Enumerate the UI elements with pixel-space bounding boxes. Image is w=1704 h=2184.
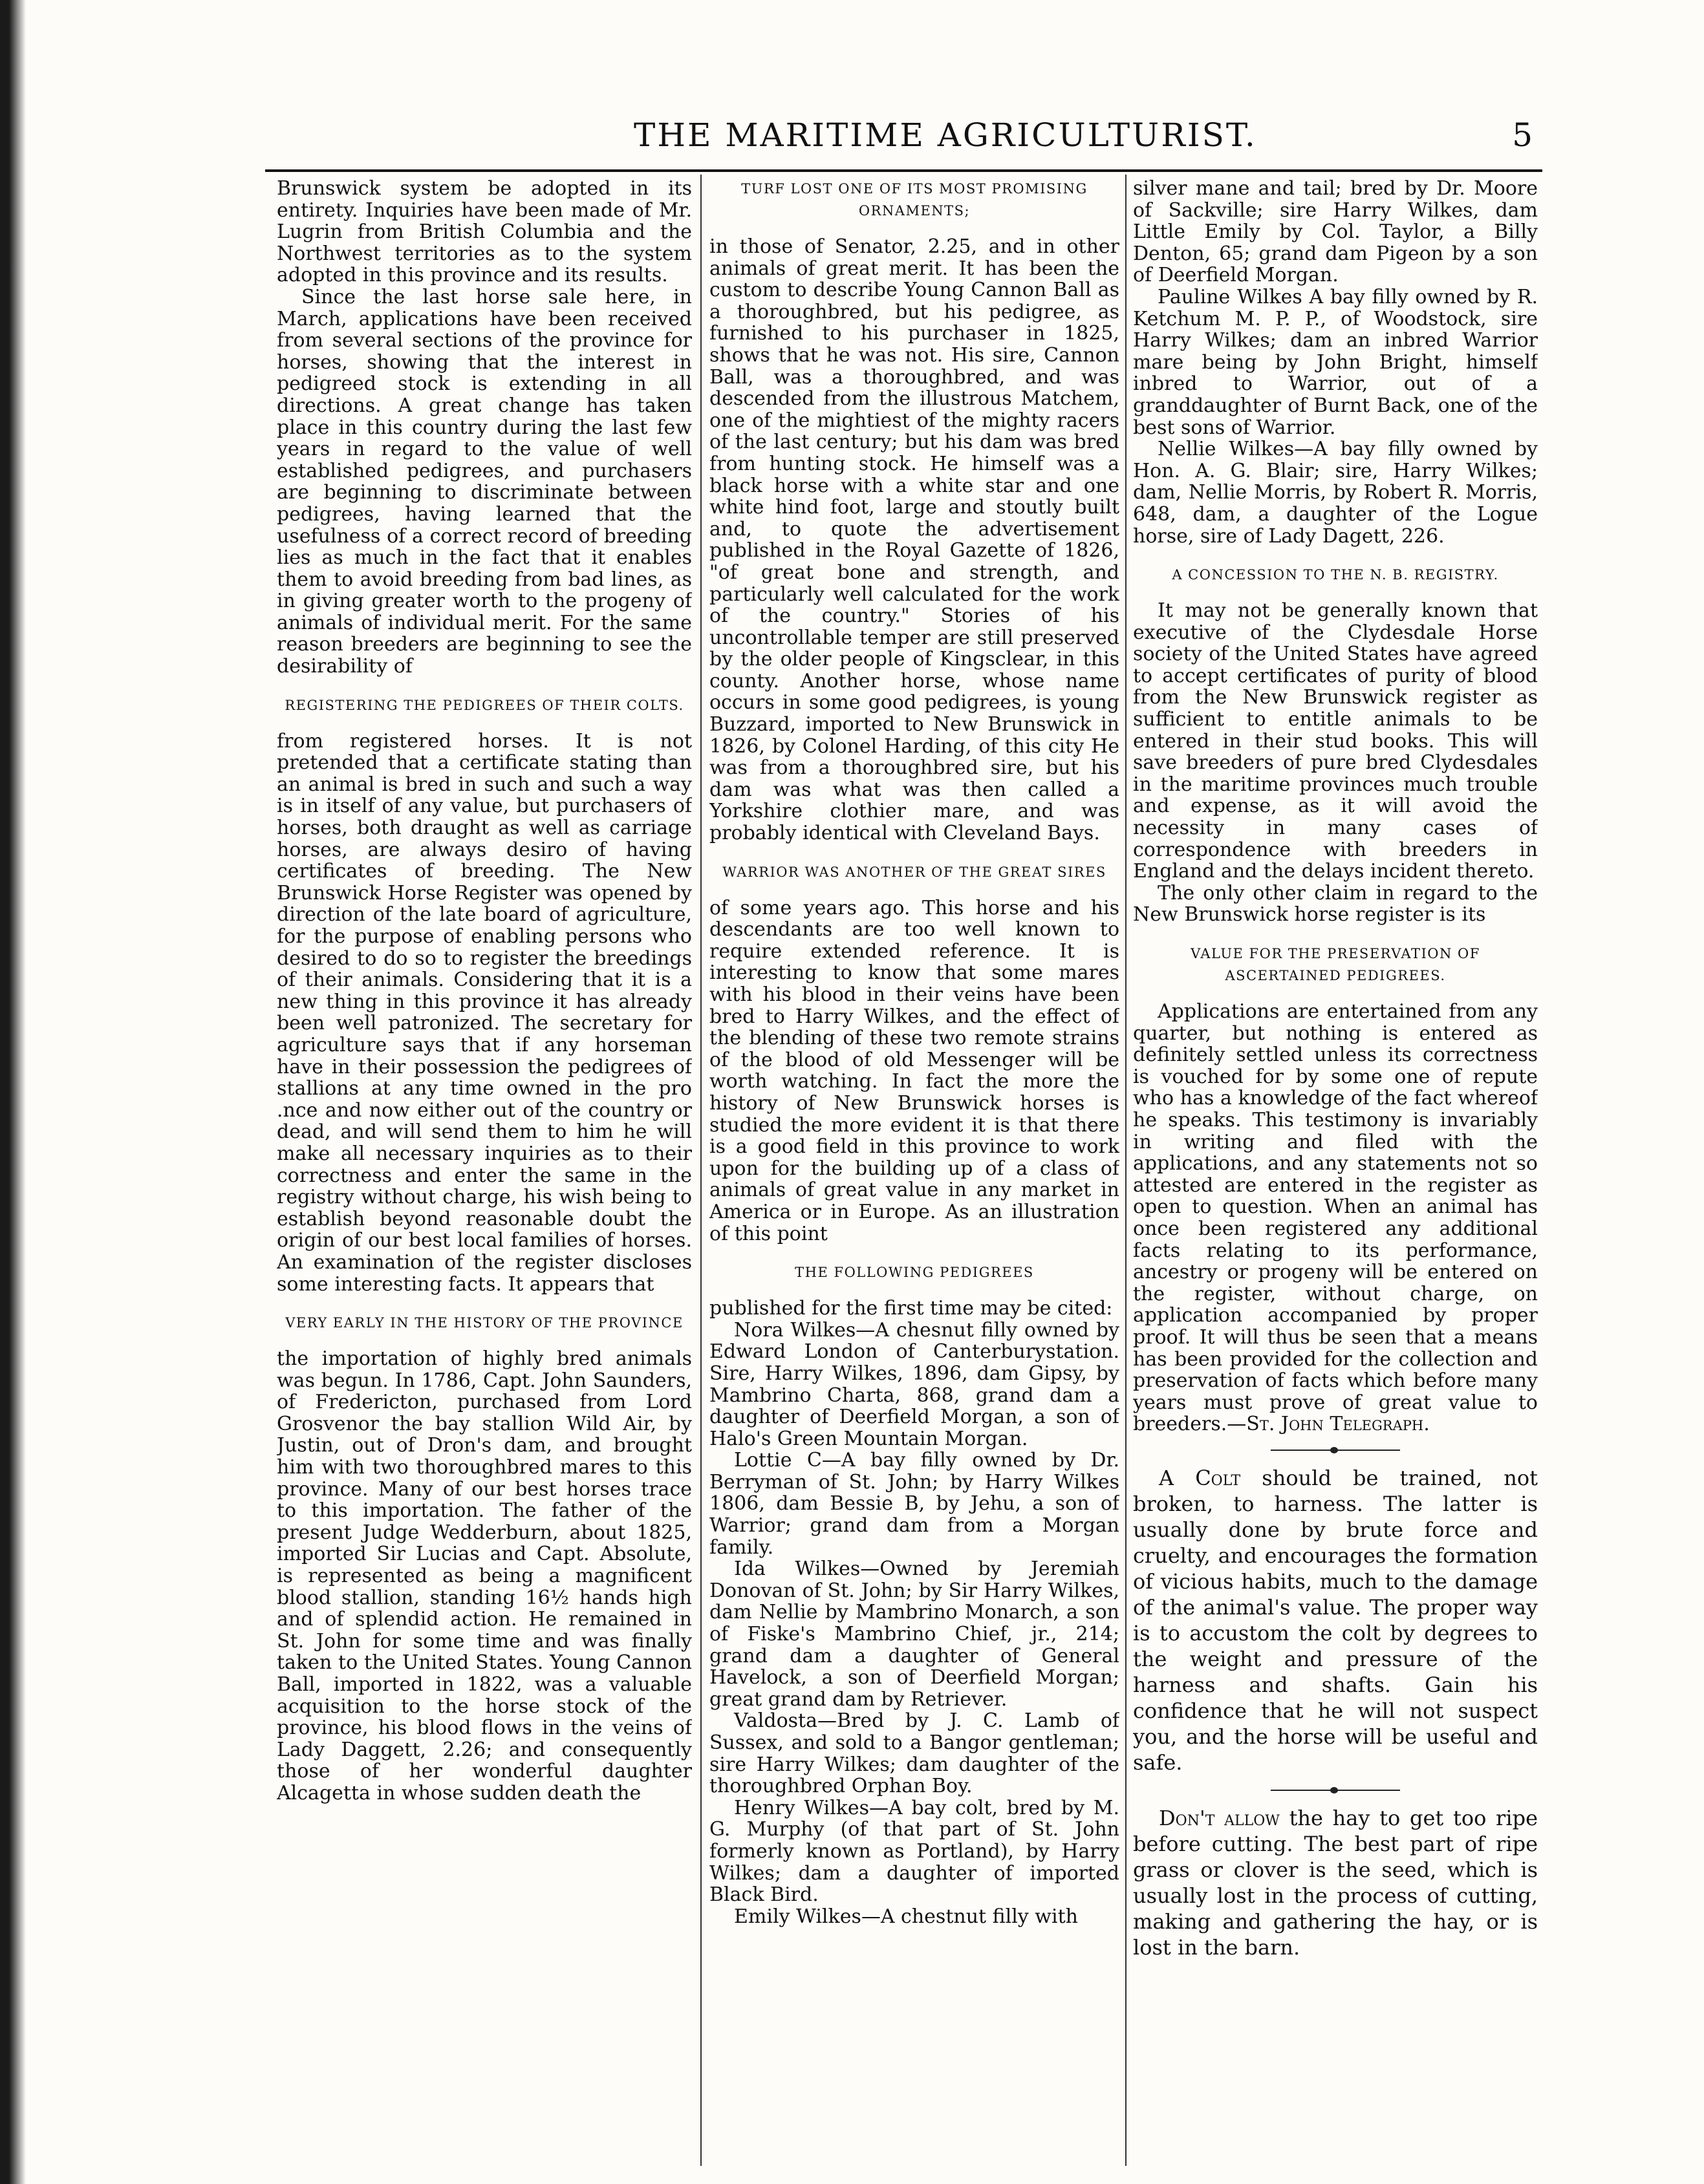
paragraph: Brunswick system be adopted in its entirety. Inquiries have been made of Mr. Lugrin from British Columbia and the Northwest territories as to the system adopted in this province and its results.	[277, 178, 692, 287]
paragraph-text: should be trained, not broken, to harness. The latter is usually done by brute force and cruelty, and encourages the formation of vicious habits, much to the damage of the animal's value. The proper way is to accustom the colt by degrees to the weight and pressure of the harness and shafts. Gain his confidence that he will not suspect you, and the horse will be useful and safe.	[1133, 1465, 1538, 1775]
section-subhead: A CONCESSION TO THE N. B. REGISTRY.	[1172, 567, 1499, 583]
column-1	[277, 178, 692, 2156]
pedigree-entry: Henry Wilkes—A bay colt, bred by M. G. Murphy (of that part of St. John formerly known as Portland), by Harry Wilkes; dam a daughter of imported Black Bird.	[709, 1796, 1119, 1907]
pedigree-entry: Ida Wilkes—Owned by Jeremiah Donovan of St. John; by Sir Harry Wilkes, dam Nellie by Mambrino Monarch, a son of Fiske's Mambrino Chief, jr., 214; grand dam a daughter of General Havelock, a son of Deerfield Morgan; great grand dam by Retriever.	[709, 1558, 1119, 1711]
pedigree-entry: Emily Wilkes—A chestnut filly with	[734, 1905, 1078, 1928]
lead-in: Don't allow	[1159, 1805, 1280, 1830]
pedigree-entry: Pauline Wilkes A bay filly owned by R. Ketchum M. P. P., of Woodstock, sire Harry Wilkes; dam an inbred Warrior mare being by John Bright, himself inbred to Warrior, out of a granddaughter of Burnt Back, one of the best sons of Warrior.	[1133, 285, 1538, 439]
pedigree-entry: Nellie Wilkes—A bay filly owned by Hon. A. G. Blair; sire, Harry Wilkes; dam, Nellie Morris, by Robert R. Morris, 648, dam, a daughter of the Logue horse, sire of Lady Dagett, 226.	[1133, 438, 1538, 548]
paragraph: the importation of highly bred animals was begun. In 1786, Capt. John Saunders, of Fredericton, purchased from Lord Grosvenor the bay stallion Wild Air, by Justin, out of Dron's dam, and brought him with two thoroughbred mares to this province. Many of our best horses trace to this importation. The father of the present Judge Wedderburn, about 1825, imported Sir Lucias and Capt. Absolute, is represented as being a magnificent blood stallion, standing 16½ hands high and of splendid action. He remained in St. John for some time and was finally taken to the United States. Young Cannon Ball, imported in 1822, was a valuable acquisition to the horse stock of the province, his blood flows in the veins of Lady Daggett, 2.26; and consequently those of her wonderful daughter Alcagetta in whose sudden death the	[277, 1347, 692, 1804]
pedigree-entry: Lottie C—A bay filly owned by Dr. Berryman of St. John; by Harry Wilkes 1806, dam Bessie B, by Jehu, a son of Warrior; grand dam from a Morgan family.	[709, 1449, 1119, 1559]
paragraph: from registered horses. It is not pretended that a certificate stating than an animal is bred in such and such a way is in itself of any value, but purchasers of horses, both draught as well as carriage horses, are always desiro of having certificates of breeding. The New Brunswick Horse Register was opened by direction of the late board of agriculture, for the purpose of enabling persons who desired to do so to register the breedings of their animals. Considering that it is a new thing in this province it has already been well patronized. The secretary for agriculture says that if any horseman have in their possession the pedigrees of stallions at any time owned in the pro .nce and now either out of the country or dead, and will send them to him he will make all necessary inquiries as to their correctness and enter the same in the registry without charge, his wish being to establish beyond reasonable doubt the origin of our best local families of horses. An examination of the register discloses some interesting facts. It appears that	[277, 729, 692, 1296]
page-header	[265, 110, 1533, 168]
pedigree-entry: Nora Wilkes—A chesnut filly owned by Edward London of Canterburystation. Sire, Harry Wilkes, 1896, dam Gipsy, by Mambrino Charta, 868, grand dam a daughter of Deerfield Morgan, a son of Halo's Green Mountain Morgan.	[709, 1318, 1119, 1450]
item-paragraph	[1133, 1805, 1538, 1960]
section-subhead: VERY EARLY IN THE HISTORY OF THE PROVINCE	[285, 1315, 684, 1331]
page-binding-edge	[0, 0, 50, 2184]
paragraph: published for the first time may be cited:	[709, 1297, 1113, 1320]
header-rule	[265, 169, 1542, 172]
ornament-divider	[1271, 1450, 1400, 1451]
ornament-divider	[1271, 1790, 1400, 1791]
paragraph: The only other claim in regard to the New Brunswick horse register is its	[1133, 881, 1538, 926]
column-divider-1	[700, 175, 702, 2166]
column-2	[709, 178, 1119, 2156]
paragraph: in those of Senator, 2.25, and in other animals of great merit. It has been the custom to describe Young Cannon Ball as a thoroughbred, but his pedigree, as furnished to his purchaser in 1825, shows that he was not. His sire, Cannon Ball, was a thoroughbred, and was descended from the illustrous Matchem, one of the mightiest of the mighty racers of the last century; but his dam was bred from hunting stock. He himself was a black horse with a white star and one white hind foot, large and stoutly built and, to quote the advertisement published in the Royal Gazette of 1826, "of great bone and strength, and particularly well calculated for the work of the country." Stories of his uncontrollable temper are still preserved by the older people of Kingsclear, in this county. Another horse, whose name occurs in some good pedigrees, is young Buzzard, imported to New Brunswick in 1826, by Colonel Harding, of this city He was from a thoroughbred sire, but his dam was what was then called a Yorkshire clothier mare, and was probably identical with Cleveland Bays.	[709, 235, 1119, 845]
section-subhead: WARRIOR WAS ANOTHER OF THE GREAT SIRES	[722, 864, 1106, 880]
section-subhead: TURF LOST ONE OF ITS MOST PROMISING ORNAMENTS;	[741, 181, 1088, 219]
paragraph: of some years ago. This horse and his descendants are too well known to require extended reference. It is interesting to know that some mares with his blood in their veins have been bred to Harry Wilkes, and the effect of the blending of these two remote strains of the blood of old Messenger will be worth watching. In fact the more the history of New Brunswick horses is studied the more evident it is that there is a good field in this province to work upon for the building up of a class of animals of great value in any market in America or in Europe. As an illustration of this point	[709, 896, 1119, 1245]
section-subhead: THE FOLLOWING PEDIGREES	[795, 1265, 1034, 1281]
page-number: 5	[1512, 116, 1533, 154]
column-divider-2	[1125, 175, 1127, 2166]
paragraph-text: the hay to get too ripe before cutting. The best part of ripe grass or clover is the seed, which is usually lost in the process of cutting, making and gathering the hay, or is lost in the barn.	[1133, 1805, 1538, 1960]
item-paragraph	[1133, 1465, 1538, 1775]
paragraph	[1133, 1001, 1538, 1435]
pedigree-entry: Valdosta—Bred by J. C. Lamb of Sussex, and sold to a Bangor gentleman; sire Harry Wilkes; dam daughter of the thoroughbred Orphan Boy.	[709, 1709, 1119, 1798]
paragraph: Since the last horse sale here, in March, applications have been received from several sections of the province for horses, showing that the interest in pedigreed stock is extending in all directions. A great change has taken place in this country during the last few years in regard to the value of well established pedigrees, and purchasers are beginning to discriminate between pedigrees, having learned that the usefulness of a correct record of breeding lies as much in the fact that it enables them to avoid breeding from bad lines, as in giving greater worth to the progeny of animals of individual merit. For the same reason breeders are beginning to see the desirability of	[277, 285, 692, 678]
paragraph-text: Applications are entertained from any quarter, but nothing is entered as definitely settled unless its correctness is vouched for by some one of repute who has a knowledge of the fact whereof he speaks. This testimony is invariably in writing and filed with the applications, and any statements not so attested are entered in the register as open to question. When an animal has once been registered any additional facts relating to its performance, ancestry or progeny will be entered on the register, without charge, on application accompanied by proper proof. It will thus be seen that a means has been provided for the collection and preservation of facts which before many years must prove of great value to breeders.—	[1133, 1000, 1538, 1436]
pedigree-entry: silver mane and tail; bred by Dr. Moore of Sackville; sire Harry Wilkes, dam Little Emily by Col. Taylor, a Billy Denton, 65; grand dam Pigeon by a son of Deerfield Morgan.	[1133, 178, 1538, 287]
paragraph: It may not be generally known that executive of the Clydesdale Horse society of the United States have agreed to accept certificates of purity of blood from the New Brunswick register as sufficient to entitle animals to be entered in their stud books. This will save breeders of pure bred Clydesdales in the maritime provinces much trouble and expense, as it will avoid the necessity in many cases of correspondence with breeders in England and the delays incident thereto.	[1133, 599, 1538, 883]
section-subhead: REGISTERING THE PEDIGREES OF THEIR COLTS.	[285, 697, 684, 713]
masthead-title: THE MARITIME AGRICULTURIST.	[634, 116, 1257, 154]
section-subhead: VALUE FOR THE PRESERVATION OF ASCERTAINED PEDIGREES.	[1191, 946, 1480, 983]
column-3	[1133, 178, 1538, 2156]
lead-in: A Colt	[1159, 1465, 1241, 1490]
source-credit: St. John Telegraph.	[1246, 1413, 1430, 1436]
